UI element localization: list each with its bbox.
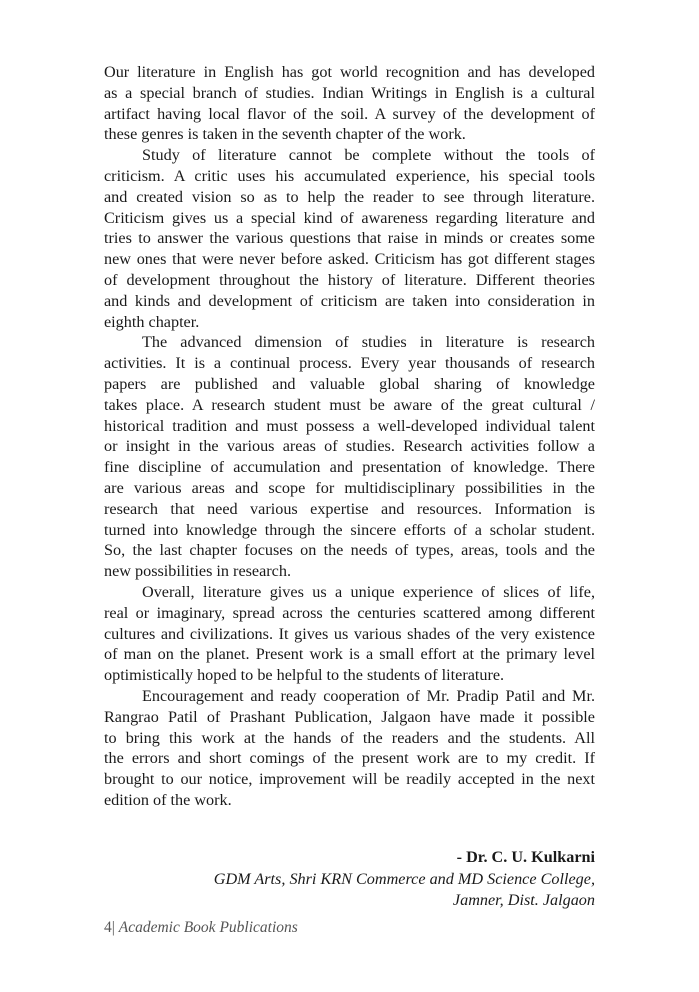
text-line: research that need various expertise and resources. Information is	[104, 499, 595, 518]
text-line: takes place. A research student must be aware of the great cultural /	[104, 395, 595, 414]
text-line: historical tradition and must possess a well-developed individual talent	[104, 416, 595, 435]
text-line: Our literature in English has got world recognition and has developed	[104, 63, 595, 81]
paragraph	[104, 686, 595, 811]
author-location: Jamner, Dist. Jalgaon	[452, 891, 595, 909]
text-line: Overall, literature gives us a unique experience of slices of life,	[142, 582, 595, 601]
paragraph	[104, 332, 595, 582]
text-line: edition of the work.	[104, 790, 232, 809]
author-name: - Dr. C. U. Kulkarni	[456, 848, 595, 866]
page-footer	[104, 919, 298, 937]
paragraph	[104, 62, 595, 145]
text-line: the errors and short comings of the present work are to my credit. If	[104, 749, 595, 768]
text-line: fine discipline of accumulation and presentation of knowledge. There	[104, 458, 595, 477]
text-line: to bring this work at the hands of the readers and the students. All	[104, 728, 595, 747]
text-line: and kinds and development of criticism are taken into consideration in	[104, 291, 595, 310]
text-line: Encouragement and ready cooperation of Mr. Pradip Patil and Mr.	[142, 686, 595, 705]
text-line: of development throughout the history of literature. Different theories	[104, 270, 595, 289]
text-line: activities. It is a continual process. Every year thousands of research	[104, 354, 595, 373]
text-line: Rangrao Patil of Prashant Publication, Jalgaon have made it possible	[104, 707, 595, 726]
text-line: real or imaginary, spread across the centuries scattered among different	[104, 603, 595, 622]
publisher-name: Academic Book Publications	[118, 919, 298, 936]
author-affiliation: GDM Arts, Shri KRN Commerce and MD Science College,	[213, 869, 595, 888]
text-line: of man on the planet. Present work is a small effort at the primary level	[104, 645, 595, 664]
text-line: as a special branch of studies. Indian Writings in English is a cultural	[104, 83, 595, 102]
text-line: are various areas and scope for multidisciplinary possibilities in the	[104, 478, 595, 497]
text-line: papers are published and valuable global sharing of knowledge	[104, 374, 595, 393]
text-line: turned into knowledge through the sincere efforts of a scholar student.	[104, 520, 595, 539]
text-line: cultures and civilizations. It gives us various shades of the very existence	[104, 624, 595, 643]
preface-body	[104, 62, 595, 811]
text-line: or insight in the various areas of studies. Research activities follow a	[104, 437, 595, 456]
text-line: Criticism gives us a special kind of awareness regarding literature and	[104, 208, 595, 227]
text-line: and created vision so as to help the reader to see through literature.	[104, 187, 595, 206]
text-line: new ones that were never before asked. Criticism has got different stages	[104, 250, 595, 269]
text-line: new possibilities in research.	[104, 562, 292, 581]
footer-separator: |	[111, 919, 115, 936]
paragraph	[104, 145, 595, 332]
text-line: these genres is taken in the seventh chapter of the work.	[104, 125, 466, 144]
text-line: criticism. A critic uses his accumulated experience, his special tools	[104, 166, 595, 185]
text-line: eighth chapter.	[104, 312, 200, 331]
signature-block	[214, 847, 595, 912]
text-line: Study of literature cannot be complete without the tools of	[142, 146, 595, 165]
text-line: tries to answer the various questions that raise in minds or creates some	[104, 229, 595, 248]
text-line: brought to our notice, improvement will be readily accepted in the next	[104, 770, 595, 789]
text-line: The advanced dimension of studies in literature is research	[142, 333, 595, 352]
page-number: 4	[104, 919, 112, 936]
text-line: optimistically hoped to be helpful to the students of literature.	[104, 666, 505, 685]
text-line: artifact having local flavor of the soil. A survey of the development of	[104, 104, 595, 123]
text-line: So, the last chapter focuses on the needs of types, areas, tools and the	[104, 541, 595, 560]
paragraph	[104, 582, 595, 686]
